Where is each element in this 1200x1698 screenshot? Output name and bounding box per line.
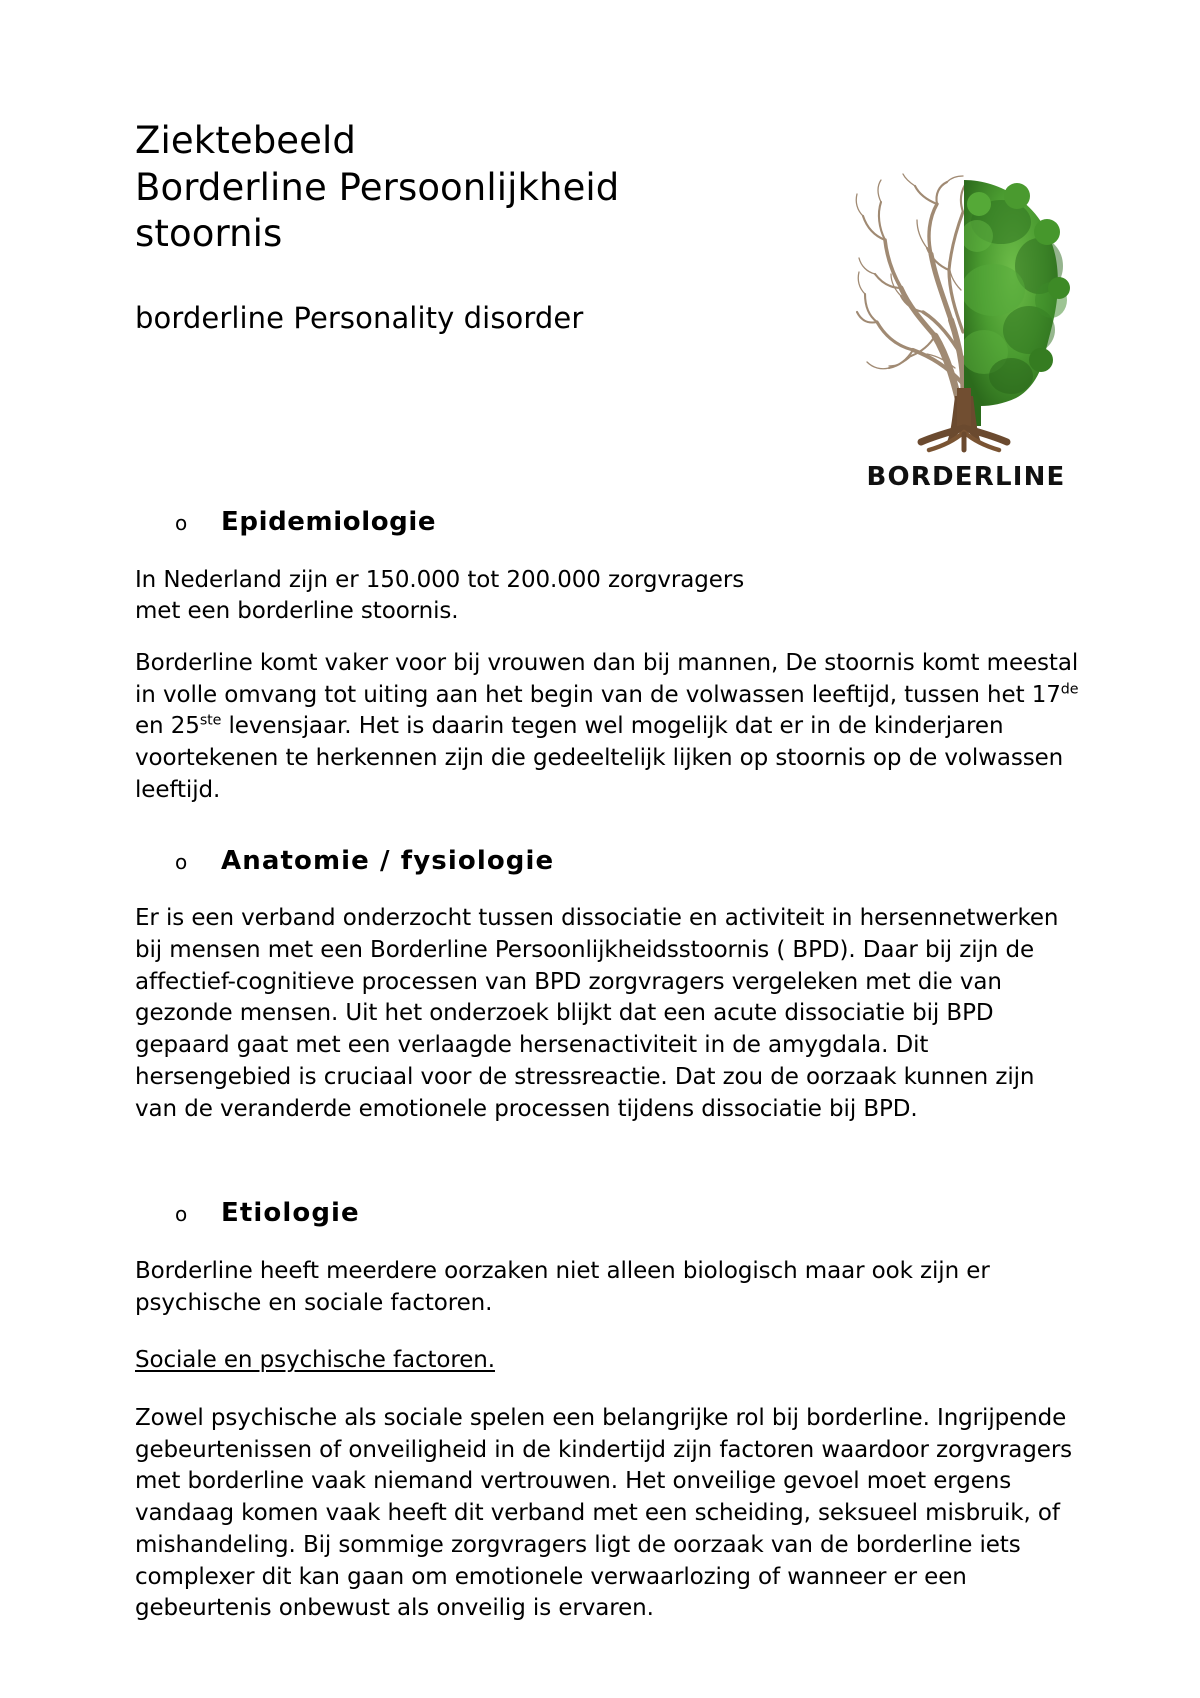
subheading-sociale-factoren <box>135 1345 1080 1377</box>
document-header <box>135 118 1080 492</box>
section-title-etiologie: Etiologie <box>221 1198 360 1229</box>
page-title-line-1: Ziektebeeld <box>135 119 356 162</box>
bullet-circle-icon: o <box>175 849 188 874</box>
section-heading-etiologie <box>135 1197 1080 1230</box>
bullet-circle-icon: o <box>175 511 188 535</box>
tree-logo-icon <box>851 170 1081 460</box>
section-spacer <box>135 1125 1080 1159</box>
paragraph-epidemiologie-2 <box>135 648 1080 807</box>
text-run: Borderline komt vaker voor bij vrouwen dan bij mannen, De stoornis komt meestal in volle omvang tot uiting aan het begin van de volwassen leeftijd, tussen het 17 <box>135 649 1079 708</box>
subheading-text: Sociale en psychische factoren. <box>135 1347 495 1374</box>
paragraph-etiologie-1 <box>135 1256 1080 1319</box>
text-run: In Nederland zijn er 150.000 tot 200.000 zorgvragers met een borderline stoornis. <box>135 566 745 625</box>
paragraph-etiologie-2 <box>135 1403 1080 1625</box>
bullet-circle-icon: o <box>175 1202 188 1227</box>
logo-wordmark: BORDERLINE <box>866 462 1066 492</box>
text-run: levensjaar. Het is daarin tegen wel mogelijk dat er in de kinderjaren voortekenen te herkennen zijn die gedeeltelijk lijken op stoornis op de volwassen leeftijd. <box>135 713 1064 803</box>
title-block <box>135 118 775 338</box>
paragraph-anatomie-1 <box>135 903 1080 1125</box>
page-title-line-3: stoornis <box>135 212 283 256</box>
superscript-ste: ste <box>199 712 222 729</box>
page-title-line-2: Borderline Persoonlijkheid <box>135 165 620 209</box>
text-run: Zowel psychische als sociale spelen een belangrijke rol bij borderline. Ingrijpende gebeurtenissen of onveiligheid in de kindertijd zijn factoren waardoor zorgvragers met borderline vaak niemand vertrouwen. Het onveilige gevoel moet ergens vandaag komen vaak heeft dit verband met een scheiding, seksueel misbruik, of mishandeling. Bij sommige zorgvragers ligt de oorzaak van de borderline iets complexer dit kan gaan om emotionele verwaarlozing of wanneer er een gebeurtenis onbewust als onveilig is ervaren. <box>135 1404 1073 1622</box>
text-run: Borderline heeft meerdere oorzaken niet alleen biologisch maar ook zijn er psychische en sociale factoren. <box>135 1257 990 1316</box>
text-run: en 25 <box>135 713 200 740</box>
section-heading-epidemiologie <box>135 506 1080 539</box>
section-heading-anatomie <box>135 845 1080 878</box>
superscript-de: de <box>1060 681 1079 698</box>
section-title-anatomie: Anatomie / fysiologie <box>221 845 555 876</box>
page-title <box>135 118 775 258</box>
page-subtitle: borderline Personality disorder <box>135 300 584 335</box>
text-run: Er is een verband onderzocht tussen dissociatie en activiteit in hersennetwerken bij mensen met een Borderline Persoonlijkheidsstoornis ( BPD). Daar bij zijn de affectief-cognitieve processen van BPD zorgvragers vergeleken met die van gezonde mensen. Uit het onderzoek blijkt dat een acute dissociatie bij BPD gepaard gaat met een verlaagde hersenactiviteit in de amygdala. Dit hersengebied is cruciaal voor de stressreactie. Dat zou de oorzaak kunnen zijn van de veranderde emotionele processen tijdens dissociatie bij BPD. <box>135 905 1059 1122</box>
section-title-epidemiologie: Epidemiologie <box>221 507 437 537</box>
paragraph-epidemiologie-1 <box>135 565 785 628</box>
borderline-logo <box>846 170 1086 492</box>
